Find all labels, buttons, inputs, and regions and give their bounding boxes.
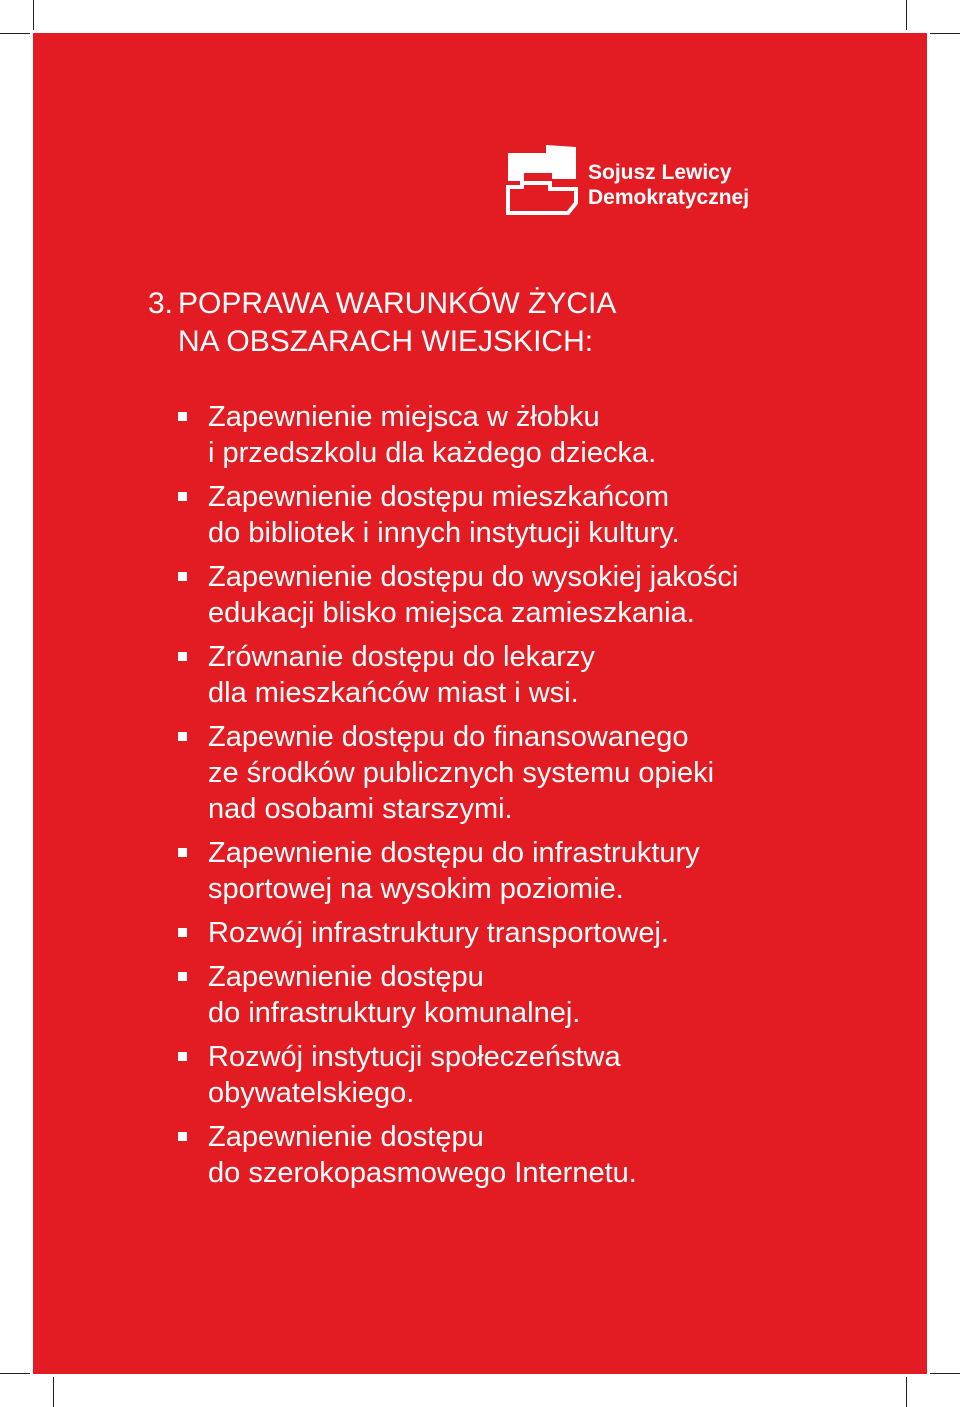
list-item	[178, 835, 898, 907]
square-bullet-icon	[178, 652, 187, 661]
party-name-line: Demokratycznej	[588, 186, 750, 209]
party-name-line: Sojusz Lewicy	[588, 161, 732, 184]
list-item-line: Zrównanie dostępu do lekarzy	[208, 641, 595, 673]
list-item	[178, 399, 898, 471]
list-item-line: sportowej na wysokim poziomie.	[208, 873, 624, 905]
square-bullet-icon	[178, 1132, 187, 1141]
square-bullet-icon	[178, 732, 187, 741]
list-item	[178, 719, 898, 827]
square-bullet-icon	[178, 928, 187, 937]
square-bullet-icon	[178, 492, 187, 501]
party-logo-icon	[506, 143, 580, 215]
list-item-line: do infrastruktury komunalnej.	[208, 997, 581, 1029]
list-item	[178, 915, 898, 951]
crop-mark	[0, 1373, 30, 1374]
square-bullet-icon	[178, 572, 187, 581]
list-item-line: nad osobami starszymi.	[208, 793, 513, 825]
bullet-list	[178, 399, 898, 1199]
list-item	[178, 639, 898, 711]
crop-mark	[53, 1377, 54, 1407]
crop-mark	[930, 1373, 960, 1374]
section-heading	[148, 285, 798, 361]
list-item	[178, 1039, 898, 1111]
list-item-line: dla mieszkańców miast i wsi.	[208, 677, 579, 709]
list-item	[178, 479, 898, 551]
crop-mark	[906, 1377, 907, 1407]
list-item-line: obywatelskiego.	[208, 1077, 415, 1109]
list-item	[178, 959, 898, 1031]
party-logo	[506, 143, 796, 223]
list-item-line: Zapewnie dostępu do finansowanego	[208, 721, 689, 753]
list-item-line: Zapewnienie miejsca w żłobku	[208, 401, 600, 433]
list-item-line: do bibliotek i innych instytucji kultury.	[208, 517, 680, 549]
party-name	[588, 160, 749, 210]
list-item-line: do szerokopasmowego Internetu.	[208, 1157, 637, 1189]
section-title-line: NA OBSZARACH WIEJSKICH:	[178, 325, 594, 358]
section-title	[178, 285, 798, 361]
section-title-line: POPRAWA WARUNKÓW ŻYCIA	[178, 287, 617, 320]
list-item-line: Rozwój instytucji społeczeństwa	[208, 1041, 621, 1073]
list-item-line: Zapewnienie dostępu do wysokiej jakości	[208, 561, 739, 593]
square-bullet-icon	[178, 972, 187, 981]
list-item-line: Zapewnienie dostępu	[208, 1121, 484, 1153]
red-page	[33, 33, 927, 1374]
crop-mark	[0, 33, 30, 34]
crop-mark	[906, 0, 907, 30]
list-item-line: Rozwój infrastruktury transportowej.	[208, 917, 669, 949]
square-bullet-icon	[178, 848, 187, 857]
list-item-line: Zapewnienie dostępu do infrastruktury	[208, 837, 700, 869]
list-item-line: Zapewnienie dostępu mieszkańcom	[208, 481, 670, 513]
square-bullet-icon	[178, 412, 187, 421]
list-item	[178, 559, 898, 631]
list-item	[178, 1119, 898, 1191]
section-number: 3.	[148, 287, 174, 320]
list-item-line: Zapewnienie dostępu	[208, 961, 484, 993]
square-bullet-icon	[178, 1052, 187, 1061]
list-item-line: ze środków publicznych systemu opieki	[208, 757, 715, 789]
list-item-line: i przedszkolu dla każdego dziecka.	[208, 437, 657, 469]
list-item-line: edukacji blisko miejsca zamieszkania.	[208, 597, 695, 629]
crop-mark	[930, 33, 960, 34]
crop-mark	[33, 0, 34, 30]
